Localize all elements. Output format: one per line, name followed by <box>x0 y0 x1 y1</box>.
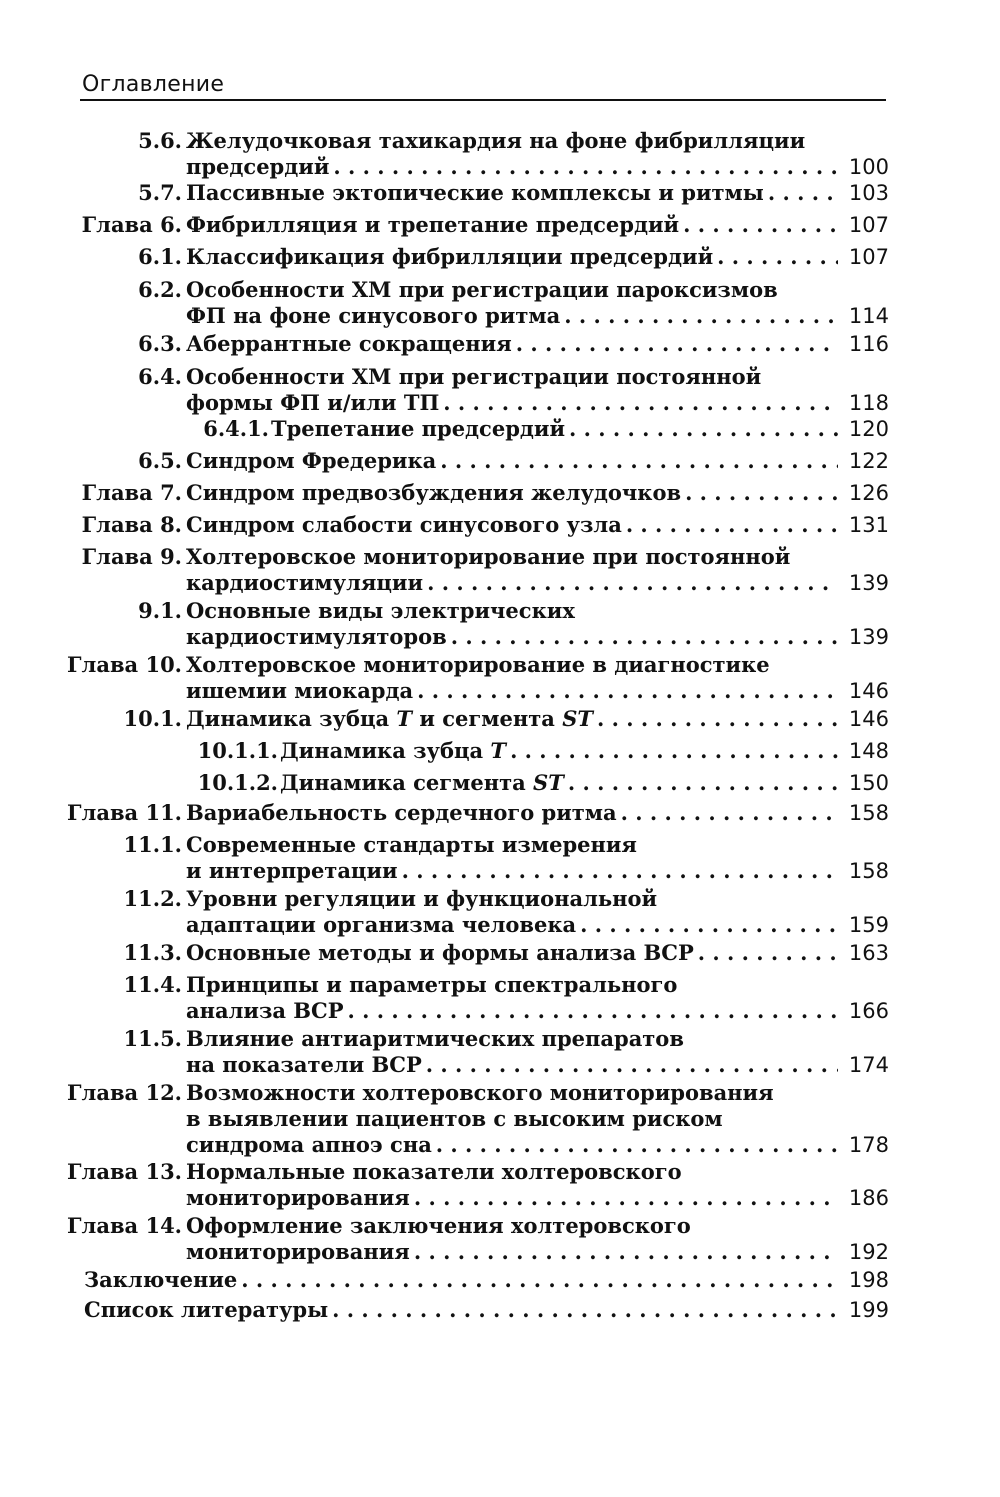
toc-entry-title <box>186 364 840 416</box>
toc-entry-title <box>186 212 840 238</box>
toc-entry-number: Глава 6. <box>81 212 182 237</box>
toc-entry-title-line: Основные методы и формы анализа ВСР <box>186 940 694 965</box>
dot-leader <box>417 678 838 704</box>
toc-entry-page: 159 <box>848 913 889 937</box>
dot-leader <box>683 212 838 238</box>
toc-entry-title <box>186 972 840 1024</box>
toc-entry-title-line: на показатели ВСР <box>186 1052 422 1077</box>
dot-leader <box>451 624 838 650</box>
toc-entry-page: 186 <box>848 1186 889 1210</box>
toc-entry-number: Глава 13. <box>67 1159 182 1184</box>
toc-entry-title <box>186 832 840 884</box>
toc-entry-title <box>186 1080 840 1158</box>
toc-entry-page: 114 <box>848 304 889 328</box>
toc-entry-title <box>186 652 840 704</box>
toc-entry-number: Глава 14. <box>67 1213 182 1238</box>
toc-entry-page: 146 <box>848 707 889 731</box>
toc-entry-title-line: Оформление заключения холтеровского <box>186 1213 691 1238</box>
toc-entry-number: Глава 10. <box>67 652 182 677</box>
toc-entry-page: 107 <box>848 213 889 237</box>
toc-entry-title-line: кардиостимуляторов <box>186 624 447 649</box>
toc-entry-title-line: Основные виды электрических <box>186 598 575 623</box>
toc-entry-title <box>186 1159 840 1211</box>
toc-entry-page: 122 <box>848 449 889 473</box>
toc-entry-title-line: Холтеровское мониторирование при постоянной <box>186 544 791 569</box>
toc-entry-title <box>186 448 840 474</box>
toc-entry-number: 6.3. <box>138 331 182 356</box>
toc-entry-page: 139 <box>848 571 889 595</box>
toc-entry-title-line: Принципы и параметры спектрального <box>186 972 678 997</box>
toc-entry-page: 126 <box>848 481 889 505</box>
toc-entry-title-line: Трепетание предсердий <box>271 416 566 441</box>
toc-entry-number: 6.4.1. <box>203 416 269 441</box>
toc-entry-title-line: ишемии миокарда <box>186 678 414 703</box>
toc-entry-title-line: Желудочковая тахикардия на фоне фибрилляции <box>186 128 806 153</box>
dot-leader <box>580 912 838 938</box>
toc-entry-title <box>186 940 840 966</box>
toc-entry-title-line: адаптации организма человека <box>186 912 577 937</box>
toc-entry-title <box>186 244 840 270</box>
toc-entry-title-line: Нормальные показатели холтеровского <box>186 1159 682 1184</box>
toc-entry-title-line: ФП на фоне синусового ритма <box>186 303 561 328</box>
toc-entry-page: 158 <box>848 859 889 883</box>
toc-entry-title <box>186 886 840 938</box>
toc-entry-title-line: Влияние антиаритмических препаратов <box>186 1026 684 1051</box>
toc-entry-number: 9.1. <box>138 598 182 623</box>
toc-entry-number: 11.3. <box>123 940 182 965</box>
dot-leader <box>426 1052 838 1078</box>
dot-leader <box>440 448 838 474</box>
toc-entry-title-line: Заключение <box>84 1267 238 1292</box>
dot-leader <box>568 770 838 796</box>
toc-entry-number: 10.1.2. <box>197 770 278 795</box>
toc-entry-number: 6.1. <box>138 244 182 269</box>
dot-leader <box>333 154 838 180</box>
toc-entry-title <box>271 416 840 442</box>
toc-entry-title-line: Возможности холтеровского мониторирования <box>186 1080 774 1105</box>
dot-leader <box>597 706 838 732</box>
toc-entry-page: 150 <box>848 771 889 795</box>
toc-entry-title <box>186 1026 840 1078</box>
toc-entry-title-line: Динамика зубца T и сегмента ST <box>186 706 593 731</box>
dot-leader <box>436 1132 838 1158</box>
toc-entry-number: 11.5. <box>123 1026 182 1051</box>
toc-entry-page: 103 <box>848 181 889 205</box>
toc-entry-title-line: кардиостимуляции <box>186 570 424 595</box>
toc-entry-title-line: Фибрилляция и трепетание предсердий <box>186 212 680 237</box>
toc-entry-page: 131 <box>848 513 889 537</box>
toc-entry-title-line: мониторирования <box>186 1185 410 1210</box>
toc-entry-title-line: анализа ВСР <box>186 998 344 1023</box>
toc-entry-title <box>186 277 840 329</box>
dot-leader <box>510 738 838 764</box>
toc-entry-title <box>280 770 840 796</box>
toc-entry-page: 139 <box>848 625 889 649</box>
toc-entry-title-line: Современные стандарты измерения <box>186 832 637 857</box>
toc-entry-title-line: Пассивные эктопические комплексы и ритмы <box>186 180 764 205</box>
toc-entry-title-line: Синдром слабости синусового узла <box>186 512 622 537</box>
toc-entry-title-line: и интерпретации <box>186 858 398 883</box>
toc-entry-page: 100 <box>848 155 889 179</box>
dot-leader <box>698 940 838 966</box>
toc-entry-title-line: Классификация фибрилляции предсердий <box>186 244 714 269</box>
toc-entry-number: 6.5. <box>138 448 182 473</box>
toc-entry-title-line: Динамика зубца T <box>280 738 507 763</box>
toc-entry-title-line: мониторирования <box>186 1239 410 1264</box>
toc-entry-title <box>186 800 840 826</box>
toc-entry-title <box>186 331 840 357</box>
dot-leader <box>241 1267 838 1293</box>
toc-entry-page: 148 <box>848 739 889 763</box>
toc-entry-page: 107 <box>848 245 889 269</box>
dot-leader <box>516 331 838 357</box>
toc-entry-title-line: Синдром предвозбуждения желудочков <box>186 480 682 505</box>
toc-entry-number: 11.4. <box>123 972 182 997</box>
dot-leader <box>569 416 838 442</box>
toc-entry-title-line: Вариабельность сердечного ритма <box>186 800 617 825</box>
toc-entry-title <box>84 1267 840 1293</box>
dot-leader <box>564 303 838 329</box>
toc-entry-number: 6.2. <box>138 277 182 302</box>
toc-entry-title-line: в выявлении пациентов с высоким риском <box>186 1106 723 1131</box>
toc-entry-title <box>84 1297 840 1323</box>
toc-entry-page: 118 <box>848 391 889 415</box>
toc-entry-page: 199 <box>848 1298 889 1322</box>
toc-entry-page: 166 <box>848 999 889 1023</box>
dot-leader <box>332 1297 838 1323</box>
toc-entry-title-line: синдрома апноэ сна <box>186 1132 432 1157</box>
dot-leader <box>768 180 838 206</box>
dot-leader <box>427 570 838 596</box>
toc-entry-title <box>186 1213 840 1265</box>
toc-entry-number: 11.2. <box>123 886 182 911</box>
toc-entry-title <box>186 480 840 506</box>
toc-entry-number: Глава 12. <box>67 1080 182 1105</box>
toc-entry-number: Глава 8. <box>81 512 182 537</box>
toc-entry-page: 158 <box>848 801 889 825</box>
toc-entry-page: 174 <box>848 1053 889 1077</box>
toc-entry-title-line: Уровни регуляции и функциональной <box>186 886 658 911</box>
toc-entry-number: 5.6. <box>138 128 182 153</box>
toc-entry-title <box>186 128 840 180</box>
toc-entry-title-line: Холтеровское мониторирование в диагностике <box>186 652 770 677</box>
dot-leader <box>443 390 838 416</box>
toc-entry-number: 11.1. <box>123 832 182 857</box>
dot-leader <box>414 1185 838 1211</box>
toc-entry-title <box>186 706 840 732</box>
toc-entry-title-line: Динамика сегмента ST <box>280 770 564 795</box>
toc-entry-number: 10.1. <box>123 706 182 731</box>
toc-entry-number: 5.7. <box>138 180 182 205</box>
toc-entry-title-line: предсердий <box>186 154 330 179</box>
toc-entry-title <box>186 512 840 538</box>
dot-leader <box>685 480 838 506</box>
toc-entry-title <box>186 544 840 596</box>
dot-leader <box>414 1239 838 1265</box>
toc-entry-page: 163 <box>848 941 889 965</box>
toc-entry-title-line: Аберрантные сокращения <box>186 331 512 356</box>
toc-entry-page: 146 <box>848 679 889 703</box>
toc-entry-number: Глава 11. <box>67 800 182 825</box>
toc-entry-number: Глава 7. <box>81 480 182 505</box>
toc-entry-number: Глава 9. <box>81 544 182 569</box>
toc-entry-title <box>186 180 840 206</box>
toc-entry-title <box>280 738 840 764</box>
running-head: Оглавление <box>82 72 225 97</box>
toc-entry-title <box>186 598 840 650</box>
toc-entry-page: 192 <box>848 1240 889 1264</box>
toc-entry-page: 116 <box>848 332 889 356</box>
dot-leader <box>621 800 838 826</box>
toc-entry-number: 10.1.1. <box>197 738 278 763</box>
toc-entry-title-line: Список литературы <box>84 1297 329 1322</box>
toc-entry-title-line: Синдром Фредерика <box>186 448 437 473</box>
toc-entry-title-line: Особенности ХМ при регистрации пароксизмов <box>186 277 778 302</box>
toc-entry-number: 6.4. <box>138 364 182 389</box>
dot-leader <box>626 512 838 538</box>
dot-leader <box>348 998 838 1024</box>
toc-entry-page: 178 <box>848 1133 889 1157</box>
toc-entry-title-line: Особенности ХМ при регистрации постоянной <box>186 364 762 389</box>
dot-leader <box>717 244 838 270</box>
toc-entry-page: 198 <box>848 1268 889 1292</box>
dot-leader <box>402 858 838 884</box>
toc-entry-page: 120 <box>848 417 889 441</box>
toc-entry-title-line: формы ФП и/или ТП <box>186 390 440 415</box>
